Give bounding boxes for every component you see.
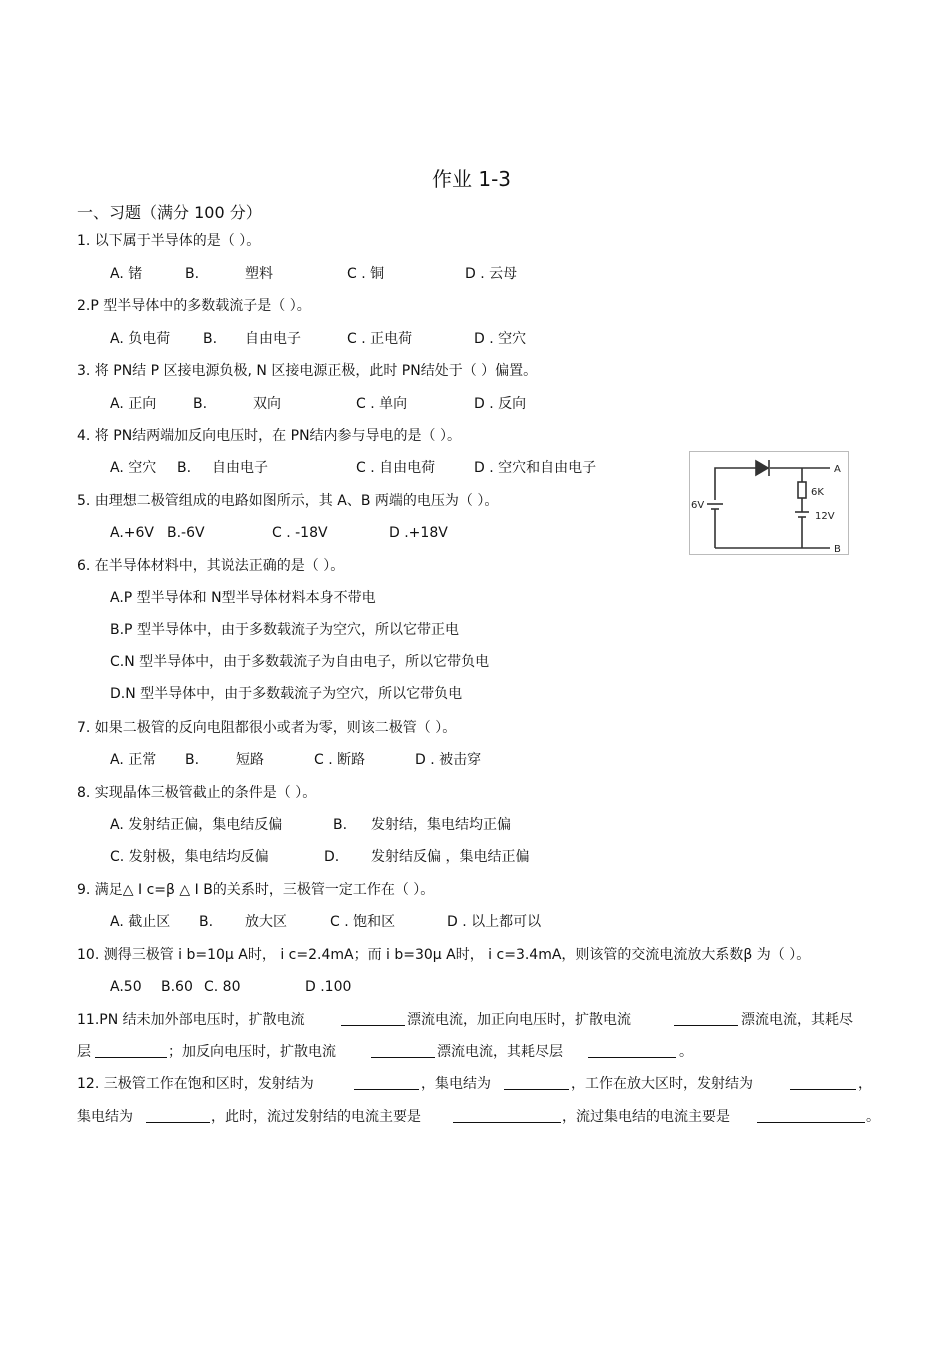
question-6-option-c: C.N 型半导体中，由于多数载流子为自由电子，所以它带负电: [110, 654, 490, 670]
question-9-option-b-text: 放大区: [245, 914, 287, 930]
question-11-blank-4[interactable]: [371, 1045, 435, 1058]
question-5-option-a: A.+6V: [110, 525, 154, 541]
question-2-option-a: A. 负电荷: [110, 331, 171, 347]
question-1-option-a: A. 锗: [110, 266, 143, 282]
question-11-line1-text-b: 漂流电流，加正向电压时，扩散电流: [407, 1012, 631, 1028]
question-5-option-b: B.-6V: [167, 525, 205, 541]
question-8-option-d: D.: [324, 849, 340, 865]
question-2-option-c: C . 正电荷: [347, 331, 413, 347]
question-4-option-d: D . 空穴和自由电子: [474, 460, 597, 476]
question-12-blank-1[interactable]: [354, 1077, 419, 1090]
question-11-line2-text-b: ；加反向电压时，扩散电流: [168, 1044, 336, 1060]
question-12-line1-text-a: 12. 三极管工作在饱和区时，发射结为: [77, 1076, 314, 1092]
question-10-option-c: C. 80: [204, 979, 241, 995]
circuit-diagram: [689, 451, 849, 555]
question-12-line2-text-c: ，流过集电结的电流主要是: [562, 1109, 730, 1125]
question-2-option-b-text: 自由电子: [245, 331, 301, 347]
question-2-stem: 2.P 型半导体中的多数载流子是（ ）。: [77, 298, 311, 314]
question-9-stem: 9. 满足△ I c=β △ I B的关系时，三极管一定工作在（ ）。: [77, 882, 435, 898]
question-10-option-b: B.60: [161, 979, 193, 995]
question-3-option-b: B.: [193, 396, 208, 412]
question-3-option-b-text: 双向: [253, 396, 281, 412]
section-heading: 一、习题（满分 100 分）: [77, 203, 262, 222]
question-1-stem: 1. 以下属于半导体的是（ ）。: [77, 233, 261, 249]
question-8-option-b: B.: [333, 817, 348, 833]
question-4-option-c: C . 自由电荷: [356, 460, 436, 476]
question-12-line2-text-a: 集电结为: [77, 1109, 133, 1125]
label-node-a: A: [834, 464, 841, 475]
question-7-option-a: A. 正常: [110, 752, 157, 768]
question-1-option-b: B.: [185, 266, 200, 282]
question-2-option-b: B.: [203, 331, 218, 347]
question-10-option-d: D .100: [305, 979, 352, 995]
question-8-option-c: C. 发射极，集电结均反偏: [110, 849, 269, 865]
question-12-line1-text-d: ，: [858, 1076, 872, 1092]
question-6-option-a: A.P 型半导体和 N型半导体材料本身不带电: [110, 590, 376, 606]
question-9-option-a: A. 截止区: [110, 914, 171, 930]
question-8-option-d-text: 发射结反偏 ，集电结正偏: [371, 849, 530, 865]
question-7-option-d: D . 被击穿: [415, 752, 482, 768]
question-4-option-b: B.: [177, 460, 192, 476]
question-3-option-a: A. 正向: [110, 396, 157, 412]
question-8-option-a: A. 发射结正偏，集电结反偏: [110, 817, 283, 833]
question-1-option-b-text: 塑料: [245, 266, 273, 282]
question-10-stem: 10. 测得三极管 i b=10μ A时， i c=2.4mA；而 i b=30μ A时， i c=3.4mA，则该管的交流电流放大系数β 为（ ）。: [77, 947, 811, 963]
question-3-option-c: C . 单向: [356, 396, 408, 412]
question-11-line1-text-a: 11.PN 结未加外部电压时，扩散电流: [77, 1012, 305, 1028]
question-5-option-c: C . -18V: [272, 525, 328, 541]
question-12-blank-3[interactable]: [790, 1077, 856, 1090]
question-12-line1-text-b: ，集电结为: [421, 1076, 491, 1092]
question-9-option-c: C . 饱和区: [330, 914, 396, 930]
question-7-option-b: B.: [185, 752, 200, 768]
question-5-stem: 5. 由理想二极管组成的电路如图所示，其 A、B 两端的电压为（ ）。: [77, 493, 499, 509]
wire-left-top: [715, 468, 756, 500]
question-7-option-b-text: 短路: [236, 752, 264, 768]
question-7-stem: 7. 如果二极管的反向电阻都很小或者为零，则该二极管（ ）。: [77, 720, 457, 736]
question-6-stem: 6. 在半导体材料中，其说法正确的是（ ）。: [77, 558, 345, 574]
label-12v: 12V: [815, 511, 835, 522]
question-11-blank-5[interactable]: [588, 1045, 676, 1058]
label-6k: 6K: [811, 487, 824, 498]
label-node-b: B: [834, 544, 841, 554]
question-8-option-b-text: 发射结，集电结均正偏: [371, 817, 511, 833]
question-10-option-a: A.50: [110, 979, 142, 995]
question-9-option-b: B.: [199, 914, 214, 930]
question-1-option-c: C . 铜: [347, 266, 385, 282]
question-12-blank-2[interactable]: [504, 1077, 569, 1090]
question-12-blank-5[interactable]: [453, 1110, 561, 1123]
question-4-stem: 4. 将 PN结两端加反向电压时，在 PN结内参与导电的是（ ）。: [77, 428, 461, 444]
question-11-line1-text-c: 漂流电流，其耗尽: [741, 1012, 853, 1028]
page-title: 作业 1-3: [432, 167, 512, 191]
question-11-line2-text-d: 。: [679, 1044, 693, 1060]
question-11-line2-text-a: 层: [77, 1044, 91, 1060]
question-12-blank-4[interactable]: [146, 1110, 210, 1123]
question-7-option-c: C . 断路: [314, 752, 366, 768]
question-6-option-d: D.N 型半导体中，由于多数载流子为空穴，所以它带负电: [110, 686, 463, 702]
question-5-option-d: D .+18V: [389, 525, 448, 541]
question-12-line2-text-b: ，此时，流过发射结的电流主要是: [211, 1109, 421, 1125]
question-6-option-b: B.P 型半导体中，由于多数载流子为空穴，所以它带正电: [110, 622, 459, 638]
question-12-line2-text-d: 。: [866, 1109, 880, 1125]
question-3-option-d: D . 反向: [474, 396, 527, 412]
diode-icon: [756, 461, 768, 475]
question-12-blank-6[interactable]: [757, 1110, 865, 1123]
circuit-svg: [690, 452, 848, 554]
question-12-line1-text-c: ，工作在放大区时，发射结为: [571, 1076, 753, 1092]
question-3-stem: 3. 将 PN结 P 区接电源负极, N 区接电源正极，此时 PN结处于（ ）偏置。: [77, 363, 538, 379]
resistor-icon: [798, 482, 806, 498]
question-4-option-a: A. 空穴: [110, 460, 157, 476]
question-11-blank-1[interactable]: [341, 1013, 405, 1026]
question-11-line2-text-c: 漂流电流，其耗尽层: [437, 1044, 563, 1060]
question-11-blank-2[interactable]: [674, 1013, 738, 1026]
question-11-blank-3[interactable]: [95, 1045, 167, 1058]
question-1-option-d: D . 云母: [465, 266, 518, 282]
question-4-option-b-text: 自由电子: [212, 460, 268, 476]
question-8-stem: 8. 实现晶体三极管截止的条件是（ ）。: [77, 785, 317, 801]
question-2-option-d: D . 空穴: [474, 331, 527, 347]
question-9-option-d: D . 以上都可以: [447, 914, 542, 930]
label-6v: 6V: [691, 500, 705, 511]
